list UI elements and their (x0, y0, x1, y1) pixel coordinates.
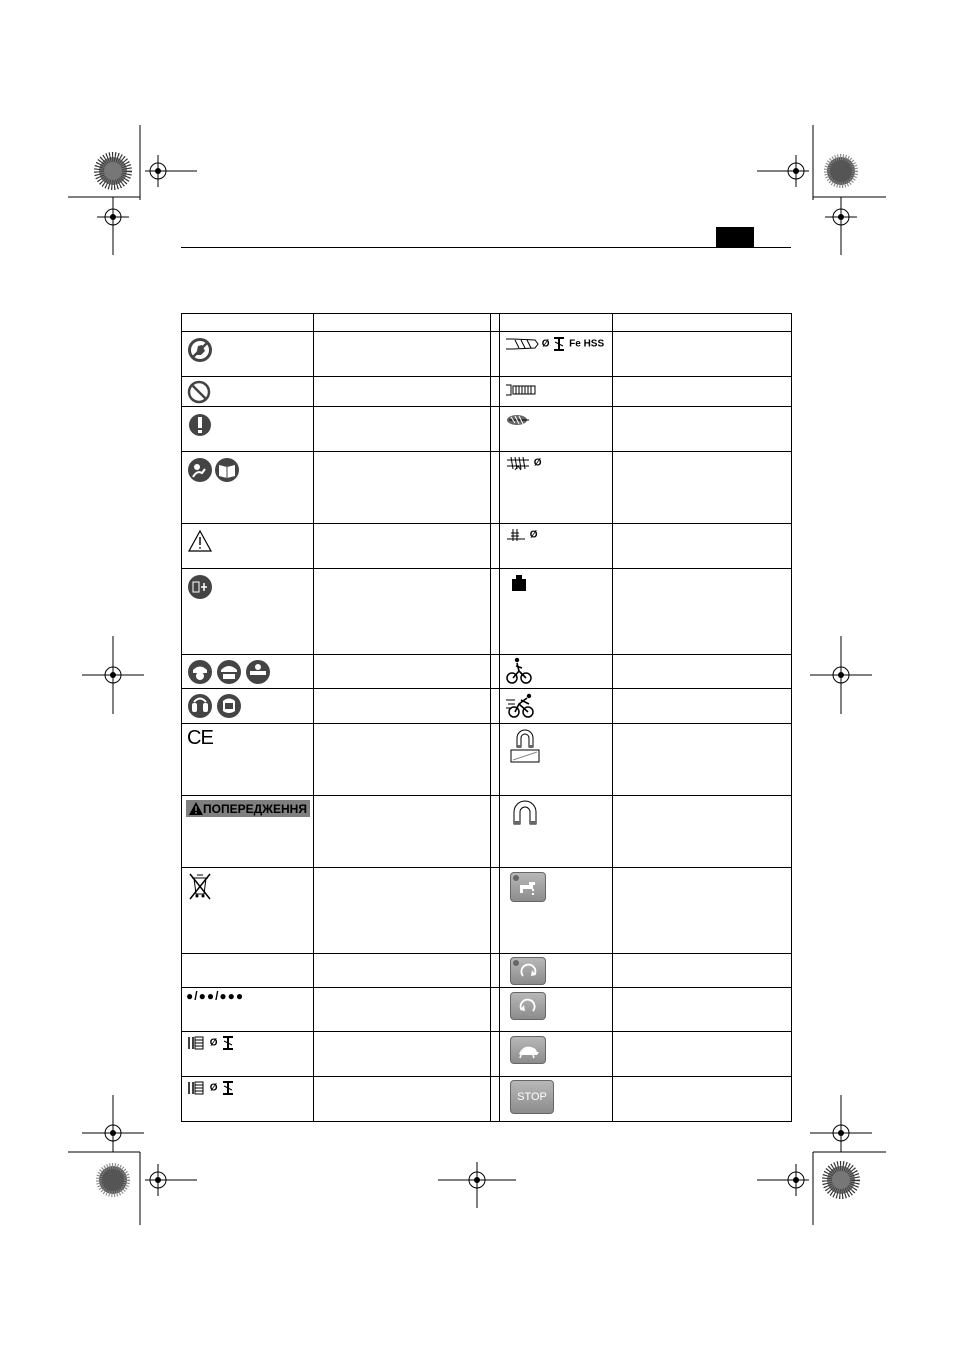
meaning-cell (314, 332, 491, 377)
weee-disposal-icon (188, 872, 212, 900)
meaning-cell (613, 1077, 792, 1122)
symbol-cell (500, 1077, 613, 1122)
cyclist-slow-icon (505, 657, 533, 685)
symbol-cell (182, 452, 314, 524)
small-thread-diameter-icon (505, 527, 538, 543)
meaning-cell (314, 988, 491, 1032)
symbol-cell (500, 868, 613, 954)
symbols-table (181, 313, 792, 1122)
symbol-cell (500, 569, 613, 655)
gap-cell (491, 569, 500, 655)
steel-beam-icon (552, 336, 566, 352)
wear-protection-icons (187, 659, 271, 685)
meaning-cell (314, 796, 491, 868)
meaning-cell (613, 689, 792, 724)
coolant-button-icon (510, 872, 546, 902)
table-row (182, 332, 792, 377)
magnet-on-icon (510, 727, 540, 763)
general-warning-triangle-icon (187, 529, 213, 553)
table-row (182, 407, 792, 452)
rotate-left-button-icon (510, 992, 546, 1020)
meaning-cell (314, 407, 491, 452)
header-cell-symbol-left (182, 314, 314, 332)
diameter-symbol: Ø (533, 457, 542, 469)
symbol-cell (182, 689, 314, 724)
meaning-cell (314, 1032, 491, 1077)
speed-dots-icon: ●/●●/●●● (186, 989, 245, 1003)
symbol-cell (182, 796, 314, 868)
fe-hss-label: Fe HSS (569, 338, 605, 350)
table-row (182, 724, 792, 796)
language-tab (716, 227, 754, 247)
symbol-cell (182, 1032, 314, 1077)
meaning-cell (613, 655, 792, 689)
symbol-cell (182, 407, 314, 452)
symbol-cell (500, 724, 613, 796)
warning-label-wrap (186, 800, 310, 818)
table-row (182, 988, 792, 1032)
table-row (182, 524, 792, 569)
symbol-cell (182, 954, 314, 988)
table-row (182, 689, 792, 724)
read-manual-icon (187, 457, 241, 483)
header-cell-symbol-right (500, 314, 613, 332)
header-cell-gap (491, 314, 500, 332)
meaning-cell (613, 524, 792, 569)
gap-cell (491, 377, 500, 407)
gap-cell (491, 868, 500, 954)
symbol-cell (500, 954, 613, 988)
meaning-cell (314, 868, 491, 954)
thread-diameter-icon (505, 455, 542, 471)
gap-cell (491, 724, 500, 796)
table-row (182, 452, 792, 524)
meaning-cell (314, 377, 491, 407)
meaning-cell (314, 724, 491, 796)
symbol-cell (182, 655, 314, 689)
symbol-cell (182, 569, 314, 655)
meaning-cell (314, 1077, 491, 1122)
gap-cell (491, 452, 500, 524)
gap-cell (491, 655, 500, 689)
countersink-icon (505, 413, 531, 427)
rotate-right-button-icon (510, 957, 546, 985)
table-row (182, 569, 792, 655)
warning-label (186, 800, 310, 817)
meaning-cell (613, 332, 792, 377)
meaning-cell (613, 724, 792, 796)
gap-cell (491, 524, 500, 569)
header-cell-meaning-right (613, 314, 792, 332)
meaning-cell (314, 689, 491, 724)
symbol-cell (182, 524, 314, 569)
tap-icon (505, 383, 537, 397)
diameter-symbol: Ø (209, 1082, 218, 1094)
no-loose-clothing-icon (187, 337, 213, 363)
ear-protection-icons (187, 693, 243, 719)
meaning-cell (314, 954, 491, 988)
gap-cell (491, 796, 500, 868)
meaning-cell (613, 377, 792, 407)
steel-beam-icon (220, 1080, 236, 1096)
meaning-cell (613, 796, 792, 868)
prohibited-icon (187, 380, 211, 404)
symbol-cell (182, 377, 314, 407)
core-bit-steel-icon (187, 1080, 236, 1096)
symbol-cell (182, 1077, 314, 1122)
magnet-icon (510, 800, 540, 830)
table-row (182, 868, 792, 954)
table-row (182, 954, 792, 988)
gap-cell (491, 988, 500, 1032)
meaning-cell (314, 569, 491, 655)
table-row (182, 377, 792, 407)
symbol-cell (500, 524, 613, 569)
table-row (182, 1077, 792, 1122)
turtle-slow-button-icon (510, 1036, 546, 1064)
meaning-cell (613, 988, 792, 1032)
gap-cell (491, 954, 500, 988)
meaning-cell (314, 655, 491, 689)
symbol-cell (182, 988, 314, 1032)
meaning-cell (613, 954, 792, 988)
diameter-symbol: Ø (529, 529, 538, 541)
symbol-cell (500, 452, 613, 524)
meaning-cell (613, 452, 792, 524)
unplug-mains-icon (187, 574, 213, 600)
symbol-cell (500, 988, 613, 1032)
gap-cell (491, 1032, 500, 1077)
symbol-cell (182, 332, 314, 377)
warning-triangle-icon (189, 802, 203, 815)
header-cell-meaning-left (314, 314, 491, 332)
symbol-cell (500, 1032, 613, 1077)
meaning-cell (613, 407, 792, 452)
caution-exclamation-icon (189, 412, 211, 438)
table-row (182, 1032, 792, 1077)
symbol-cell (182, 868, 314, 954)
diameter-symbol: Ø (209, 1037, 218, 1049)
symbol-cell (500, 655, 613, 689)
symbol-cell (500, 796, 613, 868)
meaning-cell (314, 452, 491, 524)
weight-icon (511, 575, 527, 591)
symbol-cell (500, 689, 613, 724)
diameter-symbol: Ø (541, 338, 550, 350)
ce-mark-icon: CE (187, 727, 213, 749)
stop-button-icon: STOP (510, 1080, 554, 1114)
symbol-cell (500, 407, 613, 452)
cyclist-fast-icon (505, 692, 537, 720)
table-row (182, 655, 792, 689)
meaning-cell (613, 569, 792, 655)
steel-beam-icon (220, 1035, 236, 1051)
meaning-cell (613, 1032, 792, 1077)
warning-label-text: ПОПЕРЕДЖЕННЯ (203, 801, 307, 816)
symbol-cell (500, 377, 613, 407)
meaning-cell (314, 524, 491, 569)
symbol-cell (500, 332, 613, 377)
gap-cell (491, 332, 500, 377)
meaning-cell (613, 868, 792, 954)
symbol-cell (182, 724, 314, 796)
table-header-row (182, 314, 792, 332)
gap-cell (491, 407, 500, 452)
gap-cell (491, 1077, 500, 1122)
twist-drill-fe-hss-icon (505, 336, 604, 352)
core-bit-steel-diameter-icon (187, 1035, 236, 1051)
gap-cell (491, 689, 500, 724)
table-row (182, 796, 792, 868)
header-rule (181, 247, 791, 248)
